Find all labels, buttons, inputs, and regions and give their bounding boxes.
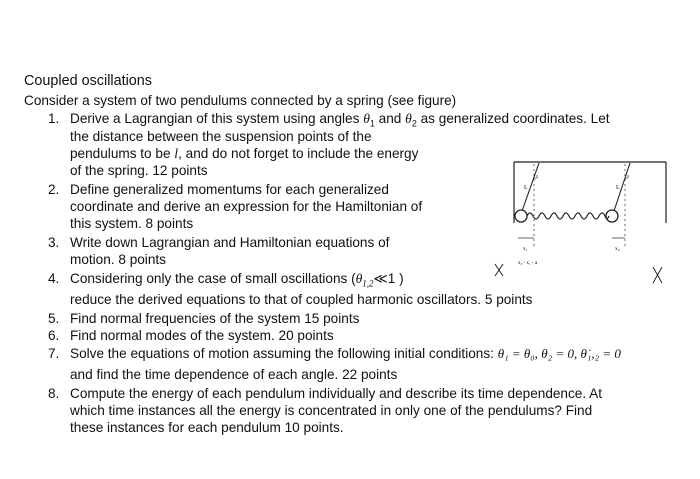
spring	[527, 213, 609, 219]
item-8: 8. Compute the energy of each pendulum individually and describe its time dependence. At	[48, 386, 603, 401]
item-3: 3. Write down Lagrangian and Hamiltonian equations of	[48, 235, 390, 250]
item-7: 7. Solve the equations of motion assuming the following initial conditions: θ₁ = θ₀, θ₂ = 0, θ̇₁,₂ = 0	[48, 346, 621, 361]
item-number: 4.	[48, 271, 60, 286]
label-x2: x₂	[615, 246, 620, 252]
item-4: 4. Considering only the case of small oscillations ($\theta_{1,2}≪1$ )	[48, 271, 404, 289]
label-l2: L	[616, 185, 620, 191]
item-number: 2.	[48, 182, 60, 197]
item-number: 3.	[48, 235, 60, 250]
problem-title: Coupled oscillations	[24, 73, 152, 89]
item-2-cont: this system. 8 points	[70, 216, 194, 231]
item-8-cont: which time instances all the energy is concentrated in only one of the pendulums? Find	[70, 403, 593, 418]
item-5: 5. Find normal frequencies of the system 15 points	[48, 311, 360, 326]
item-number: 6.	[48, 328, 60, 343]
item-number: 1.	[48, 111, 60, 126]
label-l1: L	[524, 185, 528, 191]
item-2: 2. Define generalized momentums for each generalized	[48, 182, 389, 197]
item-4-cont: reduce the derived equations to that of coupled harmonic oscillators. 5 points	[70, 292, 533, 307]
right-cross-mark	[653, 267, 662, 283]
item-1-cont: of the spring. 12 points	[70, 163, 208, 178]
item-1-cont: the distance between the suspension points of the	[70, 129, 372, 144]
problem-intro: Consider a system of two pendulums connected by a spring (see figure)	[24, 93, 457, 108]
item-1-cont: pendulums to be l, and do not forget to include the energy	[70, 146, 419, 161]
label-bottom: x₂ - x₁ - a	[518, 261, 538, 266]
item-3-cont: motion. 8 points	[70, 252, 166, 267]
item-number: 7.	[48, 346, 60, 361]
item-7-cont: and find the time dependence of each angle. 22 points	[70, 367, 398, 382]
item-2-cont: coordinate and derive an expression for the Hamiltonian of	[70, 199, 423, 214]
left-bob	[515, 210, 527, 222]
item-number: 8.	[48, 386, 60, 401]
item-6: 6. Find normal modes of the system. 20 points	[48, 328, 334, 343]
label-x1: x₁	[523, 246, 528, 252]
item-number: 5.	[48, 311, 60, 326]
coupled-pendulum-figure	[488, 156, 683, 291]
left-cross-mark	[495, 264, 503, 276]
item-1: 1. Derive a Lagrangian of this system using angles $\theta_1$ and $\theta_2$ as generalized coordinates. Let	[48, 111, 610, 129]
right-bob	[606, 210, 618, 222]
item-8-cont: these instances for each pendulum 10 points.	[70, 420, 344, 435]
